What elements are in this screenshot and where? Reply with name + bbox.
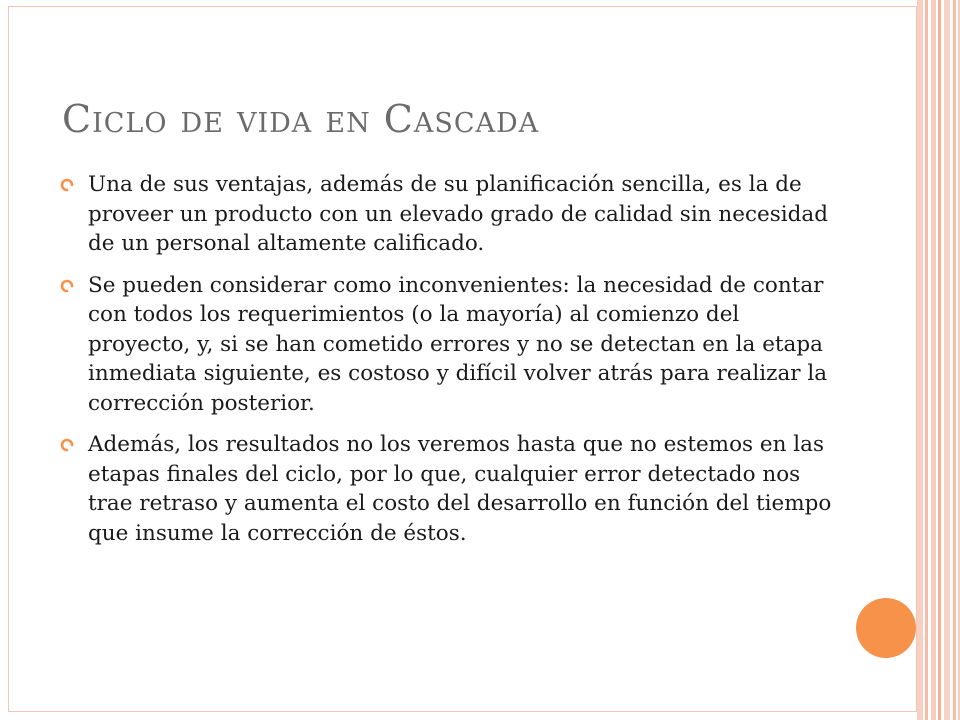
- bullet-item: [62, 430, 842, 548]
- bullet-icon: [60, 279, 74, 293]
- bullet-text: Una de sus ventajas, además de su planificación sencilla, es la de proveer un producto con un elevado grado de calidad sin necesidad de un personal altamente calificado.: [88, 172, 828, 256]
- bullet-icon: [60, 438, 74, 452]
- decorative-circle: [856, 598, 916, 658]
- decorative-stripes: [917, 0, 960, 720]
- bullet-item: [62, 170, 842, 259]
- bullet-text: Además, los resultados no los veremos hasta que no estemos en las etapas finales del ciclo, por lo que, cualquier error detectado nos trae retraso y aumenta el costo del desarrollo en función del tiempo que insume la corrección de éstos.: [88, 432, 832, 546]
- bullet-item: [62, 271, 842, 419]
- bullet-text: Se pueden considerar como inconvenientes: la necesidad de contar con todos los requerimientos (o la mayoría) al comienzo del proyecto, y, si se han cometido errores y no se detectan en la etapa inmediata siguiente, es costoso y difícil volver atrás para realizar la corrección posterior.: [88, 272, 828, 416]
- slide-title: Ciclo de vida en Cascada: [62, 97, 540, 141]
- bullet-icon: [60, 178, 74, 192]
- bullet-list: [62, 170, 842, 560]
